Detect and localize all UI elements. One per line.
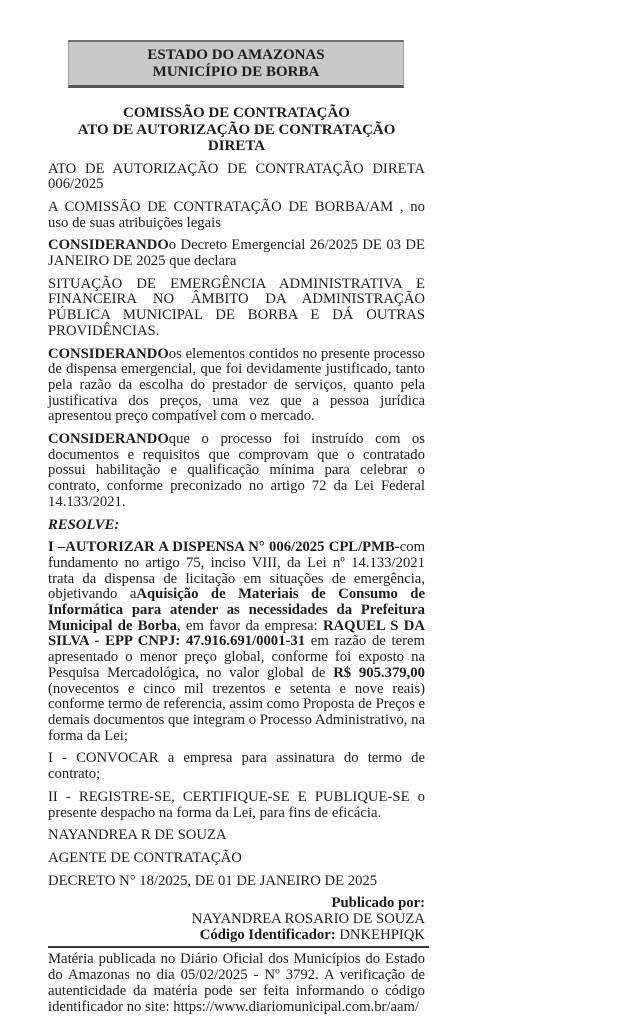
text-run: DECRETO N° 18/2025, DE 01 DE JANEIRO DE 2025	[48, 872, 378, 889]
footer-note-url[interactable]: https://www.diariomunicipal.com.br/aam/	[173, 998, 420, 1015]
title-line-1: COMISSÃO DE CONTRATAÇÃO	[123, 105, 350, 121]
title-line-3: DIRETA	[207, 138, 266, 154]
title-line-2: ATO DE AUTORIZAÇÃO DE CONTRATAÇÃO	[77, 121, 396, 138]
paragraph	[48, 162, 425, 193]
text-run: CONSIDERANDO	[48, 431, 169, 448]
text-run: RESOLVE:	[48, 516, 120, 533]
text-run: R$ 905.379,00	[333, 664, 425, 681]
identifier-code-value: DNKEHPIQK	[339, 926, 425, 943]
footer-note-text: Matéria publicada no Diário Oficial dos Municípios do Estado do Amazonas no dia 05/02/2025 - Nº 3792. A verificação de autenticidade da matéria pode ser feita informando o código identificador no site:	[48, 951, 425, 1015]
identifier-code-line	[48, 928, 425, 944]
paragraph	[48, 347, 425, 426]
publisher-name: NAYANDREA ROSARIO DE SOUZA	[191, 911, 425, 928]
footer-note	[48, 952, 425, 1015]
paragraph	[48, 432, 425, 511]
footer-divider	[48, 946, 429, 948]
text-run: RAQUEL S DA SILVA - EPP CNPJ: 47.916.691/0001-31	[48, 617, 425, 650]
document-body	[48, 162, 425, 890]
text-run: I - CONVOCAR a empresa para assinatura do termo de contrato;	[48, 750, 425, 783]
paragraph	[48, 238, 425, 269]
paragraph	[48, 874, 425, 890]
header-municipality-line: MUNICÍPIO DE BORBA	[152, 64, 320, 80]
paragraph	[48, 828, 425, 844]
identifier-code-label: Código Identificador:	[199, 926, 336, 943]
text-run: CONSIDERANDO	[48, 237, 169, 254]
text-run: o Decreto Emergencial 26/2025 DE 03 DE JANEIRO DE 2025 que declara	[48, 237, 425, 270]
text-run: I –AUTORIZAR A DISPENSA N° 006/2025 CPL/PMB-	[48, 539, 400, 556]
paragraph	[48, 751, 425, 782]
text-run: A COMISSÃO DE CONTRATAÇÃO DE BORBA/AM , no uso de suas atribuições legais	[48, 198, 425, 231]
text-run: AGENTE DE CONTRATAÇÃO	[48, 849, 242, 866]
page-title	[48, 105, 425, 155]
header-state-line: ESTADO DO AMAZONAS	[147, 47, 325, 63]
text-run: em razão de terem apresentado o menor preço global, conforme foi exposto na Pesquisa Mercadológica, no valor global de	[48, 633, 425, 681]
text-run: NAYANDREA R DE SOUZA	[48, 827, 227, 844]
text-run: com fundamento no artigo 75, inciso VIII, da Lei nº 14.133/2021 trata da dispensa de licitação em situações de emergência, objetivando a	[48, 539, 425, 603]
text-run: SITUAÇÃO DE EMERGÊNCIA ADMINISTRATIVA E FINANCEIRA NO ÂMBITO DA ADMINISTRAÇÃO PÚBLICA MUNICIPAL DE BORBA E DÁ OUTRAS PROVIDÊNCIAS.	[48, 275, 425, 339]
text-run: os elementos contidos no presente processo de dispensa emergencial, que foi devidamente justificado, tanto pela razão da escolha do prestador de serviços, quanto pela justificativa dos preços, uma vez que a pessoa jurídica apresentou preço compatível com o mercado.	[48, 345, 425, 425]
paragraph	[48, 277, 425, 340]
header-box	[68, 40, 404, 88]
text-run: (novecentos e cinco mil trezentos e setenta e nove reais) conforme termo de referencia, assim como Proposta de Preços e demais documentos que integram o Processo Administrativo, na forma da Lei;	[48, 680, 425, 744]
text-run: , em favor da empresa:	[176, 617, 323, 634]
text-run: CONSIDERANDO	[48, 345, 169, 362]
content-column	[48, 0, 425, 1015]
text-run: Aquisição de Materiais de Consumo de Informática para atender as necessidades da Prefeitura Municipal de Borba	[48, 586, 425, 634]
paragraph	[48, 790, 425, 821]
text-run: ATO DE AUTORIZAÇÃO DE CONTRATAÇÃO DIRETA 006/2025	[48, 160, 425, 193]
text-run: que o processo foi instruído com os documentos e requisitos que comprovam que o contratado possui habilitação e qualificação mínima para celebrar o contrato, conforme preconizado no artigo 72 da Lei Federal 14.133/2021.	[48, 431, 425, 510]
published-by-label: Publicado por:	[331, 895, 425, 912]
paragraph	[48, 518, 425, 534]
paragraph	[48, 540, 425, 744]
paragraph	[48, 851, 425, 867]
paragraph	[48, 200, 425, 231]
publication-block	[48, 896, 425, 943]
text-run: II - REGISTRE-SE, CERTIFIQUE-SE E PUBLIQUE-SE o presente despacho na forma da Lei, para fins de eficácia.	[48, 788, 425, 821]
